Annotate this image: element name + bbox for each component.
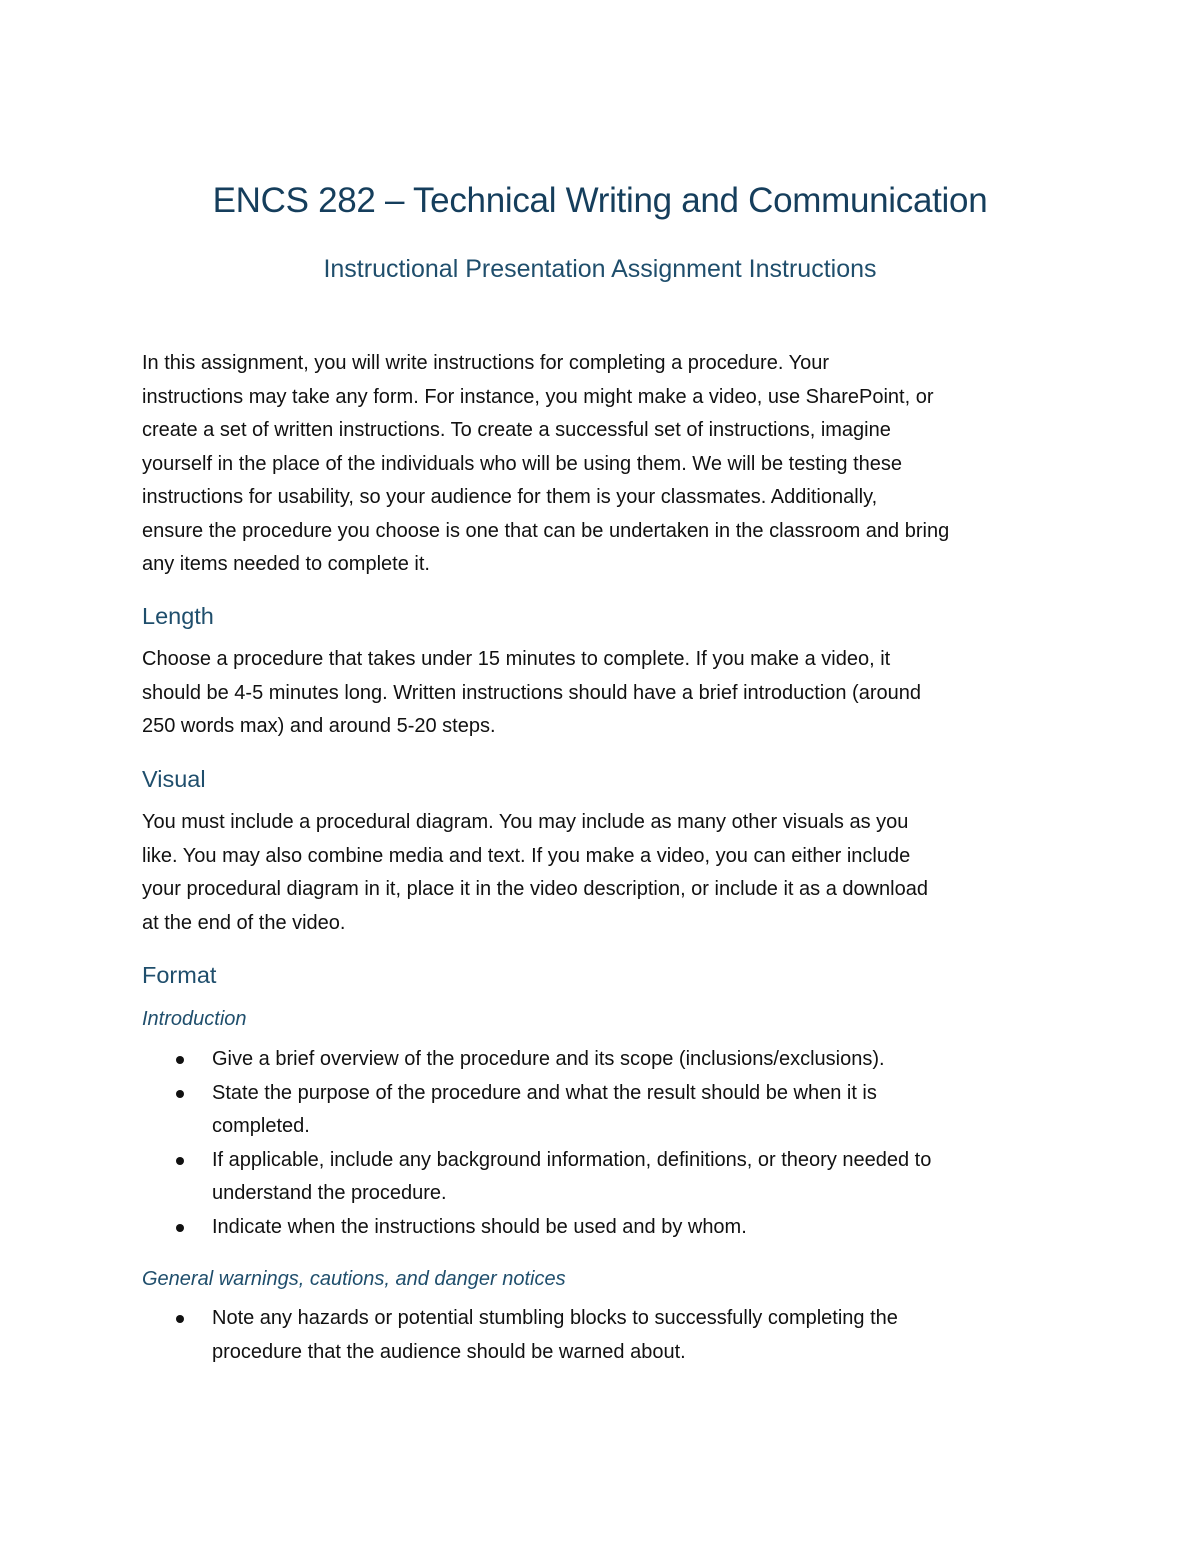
list-item	[142, 1043, 1072, 1077]
warnings-subheading: General warnings, cautions, and danger notices	[142, 1268, 566, 1290]
list-item-text: Note any hazards or potential stumbling blocks to successfully completing the	[212, 1307, 898, 1329]
intro-line: instructions may take any form. For instance, you might make a video, use SharePoint, or	[142, 385, 934, 408]
list-item-text: If applicable, include any background information, definitions, or theory needed to	[212, 1148, 932, 1171]
intro-paragraph	[142, 347, 1072, 582]
intro-line: any items needed to complete it.	[142, 553, 430, 575]
intro-line: instructions for usability, so your audience for them is your classmates. Additionally,	[142, 486, 878, 508]
page-subtitle: Instructional Presentation Assignment Instructions	[323, 255, 877, 283]
list-item-text: procedure that the audience should be warned about.	[212, 1340, 686, 1363]
visual-line: at the end of the video.	[142, 911, 346, 934]
list-item	[142, 1077, 1072, 1144]
intro-line: In this assignment, you will write instructions for completing a procedure. Your	[142, 352, 830, 374]
visual-line: You must include a procedural diagram. You may include as many other visuals as you	[142, 811, 909, 833]
list-item-text: Give a brief overview of the procedure and its scope (inclusions/exclusions).	[212, 1048, 885, 1070]
list-item-text: State the purpose of the procedure and what the result should be when it is	[212, 1081, 877, 1104]
introduction-bullet-list	[142, 1043, 1072, 1244]
visual-line: your procedural diagram in it, place it in the video description, or include it as a download	[142, 878, 928, 900]
list-item	[142, 1211, 1072, 1245]
warnings-bullet-list	[142, 1302, 1072, 1369]
list-item	[142, 1302, 1072, 1369]
introduction-subheading: Introduction	[142, 1008, 247, 1030]
bullet-icon	[176, 1224, 184, 1232]
page-title: ENCS 282 – Technical Writing and Communication	[212, 181, 988, 220]
list-item-text: Indicate when the instructions should be used and by whom.	[212, 1215, 747, 1238]
list-item-text: understand the procedure.	[212, 1182, 447, 1204]
bullet-icon	[176, 1315, 184, 1323]
length-line: Choose a procedure that takes under 15 minutes to complete. If you make a video, it	[142, 648, 891, 670]
length-heading: Length	[142, 603, 214, 629]
bullet-icon	[176, 1157, 184, 1165]
length-paragraph	[142, 643, 1072, 744]
visual-paragraph	[142, 806, 1072, 940]
intro-line: create a set of written instructions. To create a successful set of instructions, imagine	[142, 419, 891, 441]
intro-line: ensure the procedure you choose is one that can be undertaken in the classroom and bring	[142, 519, 950, 542]
length-line: should be 4-5 minutes long. Written instructions should have a brief introduction (around	[142, 681, 921, 704]
visual-line: like. You may also combine media and text. If you make a video, you can either include	[142, 844, 911, 867]
list-item	[142, 1144, 1072, 1211]
bullet-icon	[176, 1090, 184, 1098]
visual-heading: Visual	[142, 766, 206, 792]
intro-line: yourself in the place of the individuals who will be using them. We will be testing these	[142, 452, 903, 475]
list-item-text: completed.	[212, 1115, 310, 1137]
format-heading: Format	[142, 962, 217, 988]
bullet-icon	[176, 1056, 184, 1064]
length-line: 250 words max) and around 5-20 steps.	[142, 715, 496, 737]
